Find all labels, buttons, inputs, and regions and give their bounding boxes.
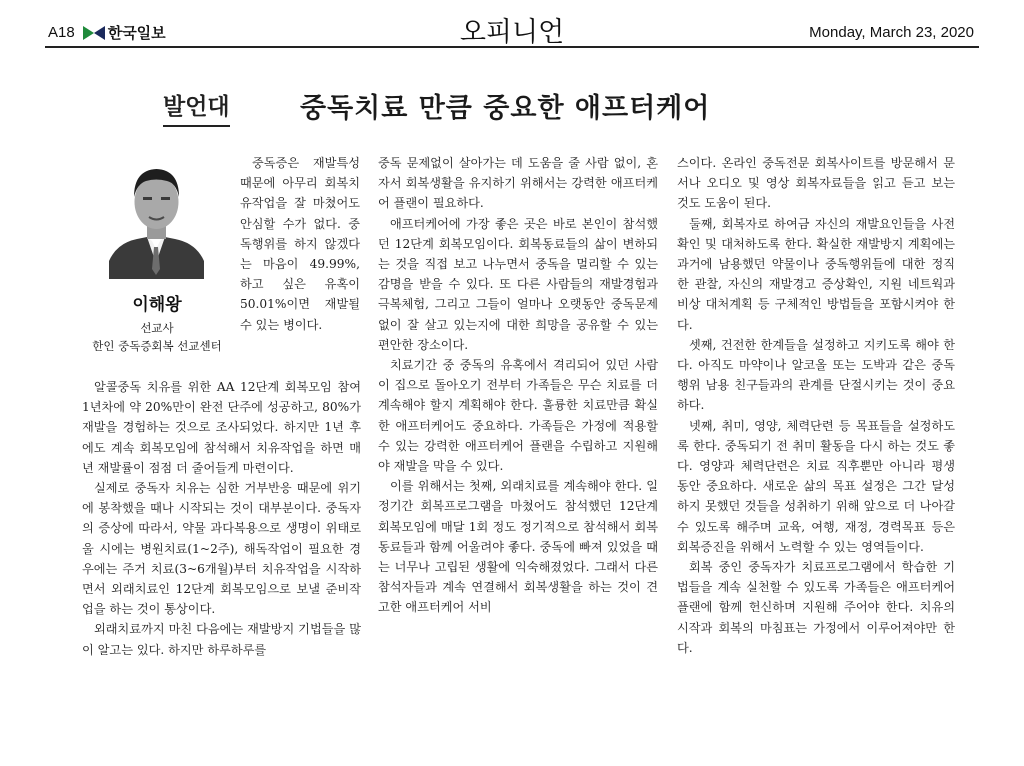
brand-name: 한국일보 — [107, 25, 166, 42]
author-name: 이해왕 — [132, 295, 182, 315]
page-number: A18 — [48, 24, 75, 41]
paragraph: 외래치료까지 마친 다음에는 재발방지 기법들을 많이 알고는 있다. 하지만 하루하루를 — [82, 622, 361, 657]
body-column-1-bottom — [82, 377, 361, 660]
paragraph: 알콜중독 치유를 위한 AA 12단계 회복모임 참여 1년차에 약 20%만이 완전 단주에 성공하고, 80%가 재발을 경험하는 것으로 조사되었다. 하지만 1년 후에도 계속 회복모임에 참석해서 치유작업을 하면 매년 재발률이 점점 더 줄어들게 마련이다. — [82, 380, 361, 475]
headline: 중독치료 만큼 중요한 애프터케어 — [300, 93, 711, 124]
paragraph: 회복 중인 중독자가 치료프로그램에서 학습한 기법들을 계속 실천할 수 있도록 가족들은 애프터케어 플랜에 함께 헌신하며 지원해 주어야 한다. 치유의 시작과 회복의 마침표는 가정에서 이루어져야만 한다. — [677, 560, 955, 655]
paragraph: 치료기간 중 중독의 유혹에서 격리되어 있던 사람이 집으로 돌아오기 전부터 가족들은 무슨 치료를 더 계속해야 할지 계획해야 한다. 훌륭한 치료만큼 확실한 애프터케어도 중요하다. 가족들은 가정에 적용할 수 있는 강력한 애프터케어 플랜을 수립하고 지원해야 재발을 막을 수 있다. — [378, 358, 658, 474]
paragraph: 중독증은 재발특성 때문에 아무리 회복치유작업을 잘 마쳤어도 안심할 수가 없다. 중독행위를 하지 않겠다는 마음이 49.99%, 하고 싶은 유혹이 50.01%이면 재발될 수 있는 병이다. — [240, 156, 360, 332]
body-column-1-top — [240, 153, 360, 335]
section-title: 오피니언 — [459, 17, 565, 48]
issue-date: Monday, March 23, 2020 — [809, 24, 974, 41]
header-divider — [45, 46, 979, 48]
author-role: 선교사 — [140, 321, 174, 335]
paragraph: 중독 문제없이 살아가는 데 도움을 줄 사람 없이, 혼자서 회복생활을 유지하기 위해서는 강력한 애프터케어 플랜이 필요하다. — [378, 156, 658, 211]
paragraph: 이를 위해서는 첫째, 외래치료를 계속해야 한다. 일정기간 회복프로그램을 마쳤어도 참석했던 12단계 회복모임에 매달 1회 정도 정기적으로 참석해서 회복동료들과 함께 어울려야 좋다. 중독에 빠져 있었을 때는 너무나 고립된 생활에 익숙해졌었다. 그래서 다른 참석자들과 계속 연결해서 회복생활을 하는 것이 견고한 애프터케어 서비 — [378, 479, 658, 615]
author-photo — [107, 157, 206, 279]
author-organization: 한인 중독증회복 선교센터 — [92, 339, 222, 353]
paragraph: 둘째, 회복자로 하여금 자신의 재발요인들을 사전 확인 및 대처하도록 한다. 확실한 재발방지 계획에는 과거에 남용했던 약물이나 중독행위들에 대한 정직한 관찰, 자신의 재발경고 증상확인, 지원 네트웍과 비상 대처계획 등 구체적인 방법들을 포함시켜야 한다. — [677, 216, 955, 332]
body-column-3 — [677, 153, 955, 658]
paragraph: 애프터케어에 가장 좋은 곳은 바로 본인이 참석했던 12단계 회복모임이다. 회복동료들의 삶이 변하되는 것을 직접 보고 나누면서 중독을 멀리할 수 있는 감명을 받을 수 있다. 또 다른 사람들의 재발경험과 극복체험, 그리고 그들이 얼마나 오랫동안 중독문제 없이 잘 살고 있는지에 대한 희망을 공유할 수 있는 편안한 장소이다. — [378, 216, 658, 352]
paragraph: 넷째, 취미, 영양, 체력단련 등 목표들을 설정하도록 한다. 중독되기 전 취미 활동을 다시 하는 것도 좋다. 영양과 체력단련은 치료 직후뿐만 아니라 평생 동안 중요하다. 새로운 삶의 목표 설정은 그간 달성하지 못했던 것들을 성취하기 위해 앞으로 더 나아갈 수 있도록 해주며 교육, 여행, 재정, 경력목표 등은 회복증진을 위해서 노력할 수 있는 영역들이다. — [677, 418, 955, 554]
column-label: 발언대 — [163, 88, 230, 127]
paragraph: 실제로 중독자 치유는 심한 거부반응 때문에 위기에 봉착했을 때나 시작되는 것이 대부분이다. 중독자의 증상에 따라서, 약물 과다복용으로 생명이 위태로울 시에는 병원치료(1~2주), 해독작업이 필요한 경우에는 주거 치료(3~6개월)부터 치유작업을 시작하면서 외래치료인 12단계 회복모임으로 보낼 준비작업을 하는 것이 통상이다. — [82, 481, 361, 617]
paragraph: 셋째, 건전한 한계들을 설정하고 지키도록 해야 한다. 아직도 마약이나 알코올 또는 도박과 같은 중독행위 남용 친구들과의 관계를 단절시키는 것이 중요하다. — [677, 337, 955, 413]
paragraph: 스이다. 온라인 중독전문 회복사이트를 방문해서 문서나 오디오 및 영상 회복자료들을 읽고 듣고 보는 것도 도움이 된다. — [677, 156, 955, 211]
author-byline — [82, 290, 232, 355]
body-column-2 — [378, 153, 658, 618]
